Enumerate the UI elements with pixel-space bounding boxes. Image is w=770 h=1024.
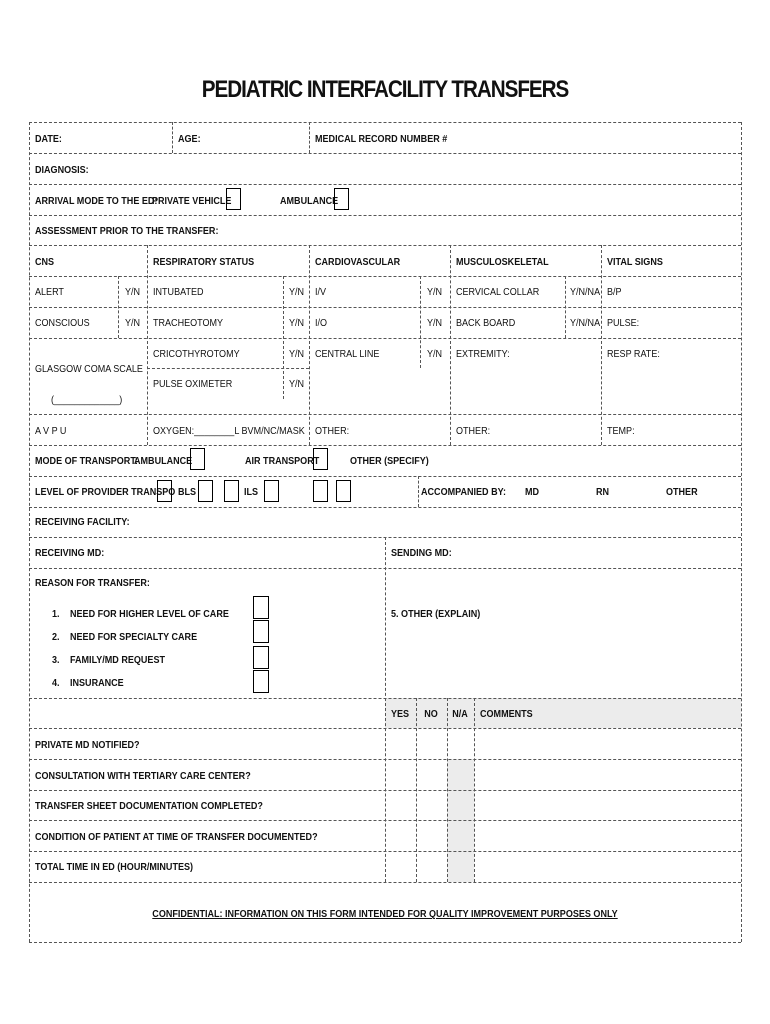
private-vehicle-checkbox[interactable] <box>226 188 241 210</box>
col-header-vital-signs: VITAL SIGNS <box>607 256 663 268</box>
col-line <box>385 537 386 882</box>
reason-other-explain: 5. OTHER (EXPLAIN) <box>391 608 481 620</box>
checklist-header-fill <box>385 698 741 728</box>
row-line <box>29 276 741 277</box>
yn-tracheotomy: Y/N <box>289 317 305 329</box>
col-line <box>420 276 421 368</box>
row-line <box>29 184 741 185</box>
reason-label: REASON FOR TRANSFER: <box>35 577 150 589</box>
assessment-label: ASSESSMENT PRIOR TO THE TRANSFER: <box>35 225 219 237</box>
provider-checkbox-3[interactable] <box>224 480 239 502</box>
yn-intubated: Y/N <box>289 286 305 298</box>
diagnosis-label: DIAGNOSIS: <box>35 164 89 176</box>
provider-level-label: LEVEL OF PROVIDER TRANSPO <box>35 486 176 498</box>
age-label: AGE: <box>178 133 201 145</box>
col-line <box>283 276 284 399</box>
reason-item-3: FAMILY/MD REQUEST <box>70 654 166 666</box>
yn-alert: Y/N <box>125 286 141 298</box>
transport-ambulance-checkbox[interactable] <box>190 448 205 470</box>
cardio-io: I/O <box>315 317 328 329</box>
reason-checkbox-1[interactable] <box>253 596 269 619</box>
reason-num-3: 3. <box>52 654 60 666</box>
confidential-notice: CONFIDENTIAL: INFORMATION ON THIS FORM INTENDED FOR QUALITY IMPROVEMENT PURPOSES ONLY <box>152 908 618 920</box>
row-line <box>29 215 741 216</box>
msk-extremity: EXTREMITY: <box>456 348 510 360</box>
cardio-iv: I/V <box>315 286 327 298</box>
vital-resp-rate: RESP RATE: <box>607 348 660 360</box>
cns-alert: ALERT <box>35 286 64 298</box>
ynna-back-board: Y/N/NA <box>570 317 601 329</box>
row-line <box>29 245 741 246</box>
provider-ils-checkbox[interactable] <box>264 480 279 502</box>
yn-io: Y/N <box>427 317 443 329</box>
provider-checkbox-6[interactable] <box>336 480 351 502</box>
col-line <box>474 698 475 882</box>
provider-bls-label: BLS <box>178 486 197 498</box>
row-line <box>29 507 741 508</box>
form-border-top <box>29 122 741 123</box>
checklist-header-na: N/A <box>452 708 468 720</box>
col-line <box>172 122 173 153</box>
form-border-right <box>741 122 742 942</box>
col-line <box>418 476 419 507</box>
reason-num-2: 2. <box>52 631 60 643</box>
col-line <box>118 276 119 338</box>
transport-air-checkbox[interactable] <box>313 448 328 470</box>
row-line <box>29 445 741 446</box>
resp-intubated: INTUBATED <box>153 286 204 298</box>
row-line <box>29 338 741 339</box>
row-line <box>29 153 741 154</box>
vital-pulse: PULSE: <box>607 317 640 329</box>
col-line <box>565 276 566 338</box>
accompanied-md: MD <box>525 486 540 498</box>
col-line <box>450 245 451 445</box>
arrival-ambulance-label: AMBULANCE <box>280 195 339 207</box>
glasgow-blank[interactable]: (_____________) <box>51 394 123 406</box>
row-line <box>147 368 309 369</box>
checklist-row-consultation: CONSULTATION WITH TERTIARY CARE CENTER? <box>35 770 251 782</box>
resp-tracheotomy: TRACHEOTOMY <box>153 317 224 329</box>
accompanied-other: OTHER <box>666 486 698 498</box>
reason-checkbox-4[interactable] <box>253 670 269 693</box>
reason-checkbox-3[interactable] <box>253 646 269 669</box>
arrival-mode-label: ARRIVAL MODE TO THE ED: <box>35 195 158 207</box>
provider-checkbox-5[interactable] <box>313 480 328 502</box>
reason-num-1: 1. <box>52 608 60 620</box>
private-vehicle-label: PRIVATE VEHICLE <box>152 195 232 207</box>
vital-bp: B/P <box>607 286 622 298</box>
yn-conscious: Y/N <box>125 317 141 329</box>
provider-checkbox-1[interactable] <box>157 480 172 502</box>
transport-ambulance-label: AMBULANCE <box>134 455 193 467</box>
col-line <box>447 698 448 882</box>
yn-central-line: Y/N <box>427 348 443 360</box>
checklist-header-comments: COMMENTS <box>480 708 533 720</box>
yn-pulse-oximeter: Y/N <box>289 378 305 390</box>
col-header-cardiovascular: CARDIOVASCULAR <box>315 256 401 268</box>
receiving-facility-label: RECEIVING FACILITY: <box>35 516 130 528</box>
col-header-cns: CNS <box>35 256 55 268</box>
vital-temp: TEMP: <box>607 425 635 437</box>
col-line <box>147 245 148 445</box>
checklist-header-yes: YES <box>390 708 410 720</box>
col-line <box>601 245 602 445</box>
provider-ils-label: ILS <box>244 486 259 498</box>
cns-avpu: A V P U <box>35 425 67 437</box>
msk-other: OTHER: <box>456 425 491 437</box>
yn-iv: Y/N <box>427 286 443 298</box>
cns-conscious: CONSCIOUS <box>35 317 90 329</box>
cardio-central-line: CENTRAL LINE <box>315 348 380 360</box>
transport-air-label: AIR TRANSPORT <box>245 455 320 467</box>
resp-oxygen: OXYGEN:________L BVM/NC/MASK <box>153 425 305 437</box>
checklist-row-transfer-sheet: TRANSFER SHEET DOCUMENTATION COMPLETED? <box>35 800 263 812</box>
row-line <box>29 882 741 883</box>
resp-pulse-oximeter: PULSE OXIMETER <box>153 378 233 390</box>
provider-bls-checkbox[interactable] <box>198 480 213 502</box>
page-title: PEDIATRIC INTERFACILITY TRANSFERS <box>201 76 569 103</box>
reason-item-4: INSURANCE <box>70 677 124 689</box>
resp-cricothyrotomy: CRICOTHYROTOMY <box>153 348 240 360</box>
msk-back-board: BACK BOARD <box>456 317 516 329</box>
cardio-other: OTHER: <box>315 425 350 437</box>
form-border-bottom <box>29 942 741 943</box>
row-line <box>29 476 741 477</box>
sending-md-label: SENDING MD: <box>391 547 452 559</box>
transport-other-label: OTHER (SPECIFY) <box>350 455 429 467</box>
col-line <box>309 122 310 153</box>
yn-cricothyrotomy: Y/N <box>289 348 305 360</box>
mrn-label: MEDICAL RECORD NUMBER # <box>315 133 448 145</box>
checklist-header-no: NO <box>424 708 438 720</box>
reason-num-4: 4. <box>52 677 60 689</box>
checklist-row-total-time: TOTAL TIME IN ED (HOUR/MINUTES) <box>35 861 194 873</box>
col-line <box>309 245 310 445</box>
col-header-respiratory: RESPIRATORY STATUS <box>153 256 255 268</box>
checklist-row-condition: CONDITION OF PATIENT AT TIME OF TRANSFER DOCUMENTED? <box>35 831 318 843</box>
checklist-row-private-md: PRIVATE MD NOTIFIED? <box>35 739 140 751</box>
row-line <box>29 414 741 415</box>
reason-item-1: NEED FOR HIGHER LEVEL OF CARE <box>70 608 229 620</box>
accompanied-rn: RN <box>596 486 610 498</box>
reason-checkbox-2[interactable] <box>253 620 269 643</box>
accompanied-label: ACCOMPANIED BY: <box>421 486 506 498</box>
date-label: DATE: <box>35 133 62 145</box>
reason-item-2: NEED FOR SPECIALTY CARE <box>70 631 198 643</box>
cns-glasgow: GLASGOW COMA SCALE <box>35 363 143 375</box>
col-header-musculoskeletal: MUSCULOSKELETAL <box>456 256 549 268</box>
row-line <box>29 307 741 308</box>
transport-mode-label: MODE OF TRANSPORT: <box>35 455 138 467</box>
receiving-md-label: RECEIVING MD: <box>35 547 105 559</box>
col-line <box>416 698 417 882</box>
ynna-cervical-collar: Y/N/NA <box>570 286 601 298</box>
arrival-ambulance-checkbox[interactable] <box>334 188 349 210</box>
msk-cervical-collar: CERVICAL COLLAR <box>456 286 540 298</box>
